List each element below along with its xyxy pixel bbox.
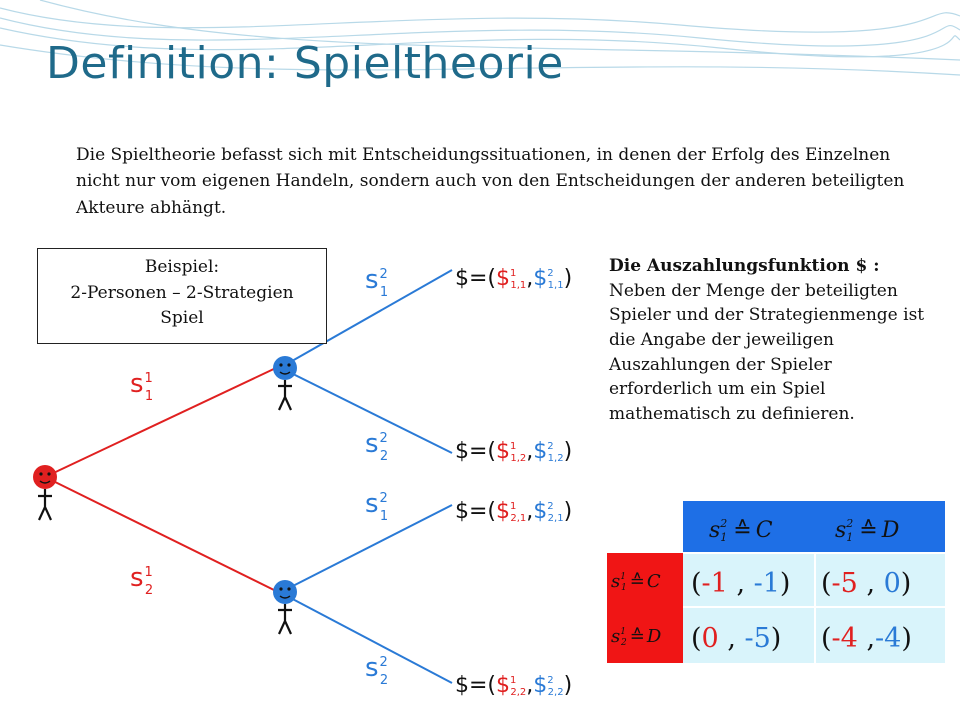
player2-lower-figure-icon [273, 580, 297, 634]
outcome-1: $=(\$$^1$ 1,1,\$$^2$ 1,1) [455, 266, 573, 291]
outcome-4: $=(\$$^1$ 2,2,\$$^2$ 2,2) [455, 673, 573, 698]
page-title: Definition: Spieltheorie [46, 38, 564, 89]
payoff-body: Neben der Menge der beteiligten Spieler und der Strategienmenge ist die Angabe der jeweiligen Auszahlungen der Spieler erforderlich um ein Spiel mathematisch zu definieren. [609, 280, 925, 424]
branch-s1-2 [45, 477, 278, 592]
payoff-matrix [607, 501, 947, 663]
label-s1-1: $s^1$ 1 [130, 369, 154, 404]
label-s1-2: $s^1$ 2 [130, 563, 154, 598]
outcome-2: $=(\$$^1$ 1,2,\$$^2$ 1,2) [455, 439, 573, 464]
label-s2-1-lower: $s^2$ 1 [365, 489, 389, 524]
label-s2-2-lower: $s^2$ 2 [365, 653, 389, 688]
matrix-cell-1-1-value: (-1 , -1) [691, 568, 791, 599]
player1-figure-icon [33, 465, 57, 520]
matrix-cell-2-1-value: (0 , -5) [691, 623, 782, 654]
payoff-definition [609, 254, 939, 426]
intro-text: Die Spieltheorie befasst sich mit Entscheidungssituationen, in denen der Erfolg des Einzelnen nicht nur vom eigenen Handeln, sondern auch von den Entscheidungen der anderen beteiligten Akteure abhängt. [76, 145, 905, 218]
payoff-heading: Die Auszahlungsfunktion $ : [609, 256, 880, 276]
matrix-row-header-2-label: $s^1$ 2 ≙ D [611, 626, 662, 648]
matrix-row-header-1-label: $s^1$ 1 ≙ C [611, 571, 661, 593]
matrix-cell-1-2-value: (-5 , 0) [821, 568, 912, 599]
example-line-3: Spiel [160, 308, 204, 328]
example-line-2: 2-Personen – 2-Strategien [70, 282, 294, 303]
outcome-3: $=(\$$^1$ 2,1,\$$^2$ 2,1) [455, 499, 573, 524]
matrix-col-header-2-label: $s^2$ 1 ≙ D [835, 517, 900, 544]
example-line-1: Beispiel: [144, 257, 220, 277]
matrix-col-header-1-label: $s^2$ 1 ≙ C [709, 517, 773, 544]
example-box [37, 248, 327, 344]
matrix-cell-2-2-value: (-4 ,-4) [821, 623, 912, 654]
player2-upper-figure-icon [273, 356, 297, 410]
branch-s1-1 [45, 367, 278, 477]
label-s2-1-upper: $s^2$ 1 [365, 265, 389, 300]
label-s2-2-upper: $s^2$ 2 [365, 429, 389, 464]
matrix-corner [607, 501, 683, 553]
